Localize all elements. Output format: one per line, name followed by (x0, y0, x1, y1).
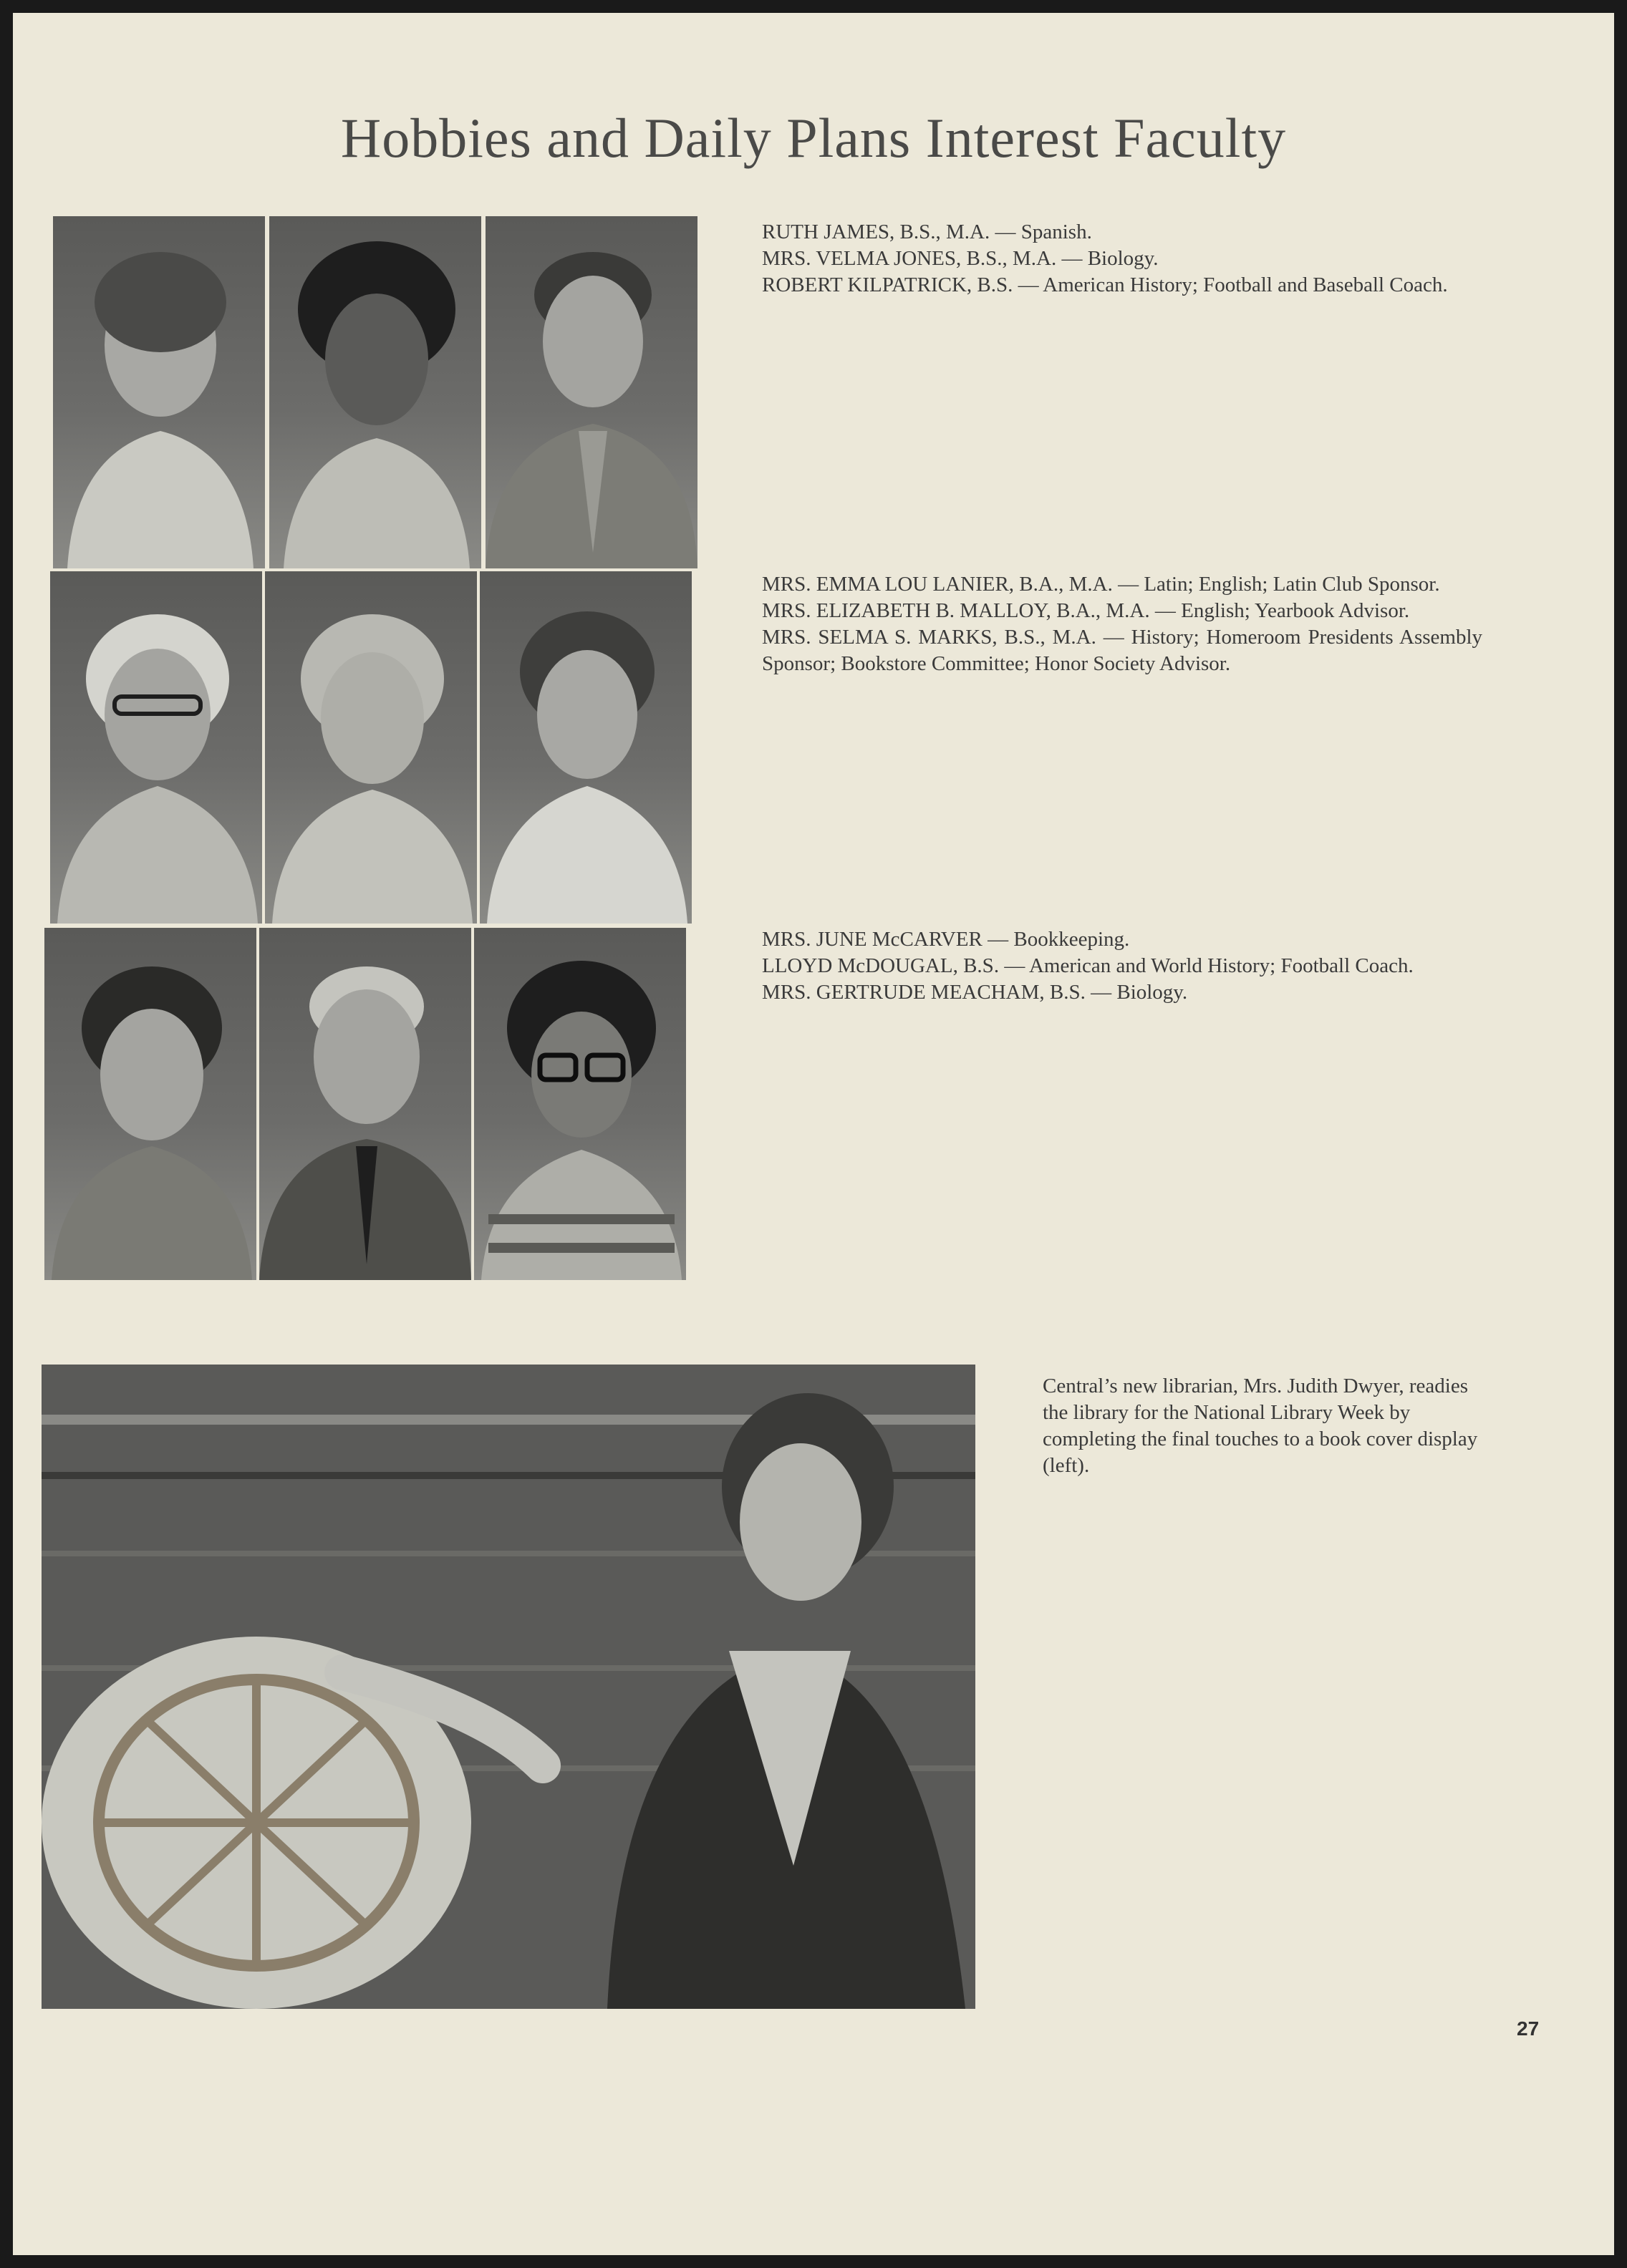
faculty-entry: MRS. EMMA LOU LANIER, B.A., M.A. — Latin; English; Latin Club Sponsor. (762, 573, 1440, 596)
faculty-entry: MRS. VELMA JONES, B.S., M.A. — Biology. (762, 247, 1159, 270)
portrait-june-mccarver (44, 928, 256, 1280)
portrait-emma-lou-lanier (50, 571, 262, 924)
portrait-silhouette (53, 216, 265, 568)
librarian-illustration (42, 1365, 975, 2009)
portrait-velma-jones (269, 216, 481, 568)
faculty-entry: MRS. ELIZABETH B. MALLOY, B.A., M.A. — English; Yearbook Advisor. (762, 599, 1410, 622)
faculty-entry: MRS. JUNE McCARVER — Bookkeeping. (762, 928, 1130, 951)
portrait-gertrude-meacham (474, 928, 686, 1280)
faculty-caption-group-1 (762, 219, 1482, 299)
faculty-entry: LLOYD McDOUGAL, B.S. — American and World History; Football Coach. (762, 954, 1414, 977)
page-number: 27 (1517, 2017, 1540, 2040)
faculty-entry: ROBERT KILPATRICK, B.S. — American History; Football and Baseball Coach. (762, 273, 1448, 296)
portrait-ruth-james (53, 216, 265, 568)
portrait-selma-marks (480, 571, 692, 924)
faculty-entry: RUTH JAMES, B.S., M.A. — Spanish. (762, 220, 1092, 243)
portrait-elizabeth-malloy (265, 571, 477, 924)
page-title: Hobbies and Daily Plans Interest Faculty (340, 107, 1287, 169)
faculty-entry: MRS. SELMA S. MARKS, B.S., M.A. — History; Homeroom Presidents Assembly Sponsor; Bookstore Committee; Honor Society Advisor. (762, 626, 1482, 675)
yearbook-page (13, 13, 1614, 2255)
faculty-caption-group-3 (762, 926, 1482, 1006)
faculty-caption-group-2 (762, 571, 1482, 677)
library-photo (42, 1365, 975, 2009)
library-photo-caption: Central’s new librarian, Mrs. Judith Dwyer, readies the library for the National Library Week by completing the final touches to a book cover display (left). (1043, 1375, 1478, 1477)
faculty-entry: MRS. GERTRUDE MEACHAM, B.S. — Biology. (762, 981, 1188, 1004)
portrait-lloyd-mcdougal (259, 928, 471, 1280)
portrait-robert-kilpatrick (486, 216, 697, 568)
